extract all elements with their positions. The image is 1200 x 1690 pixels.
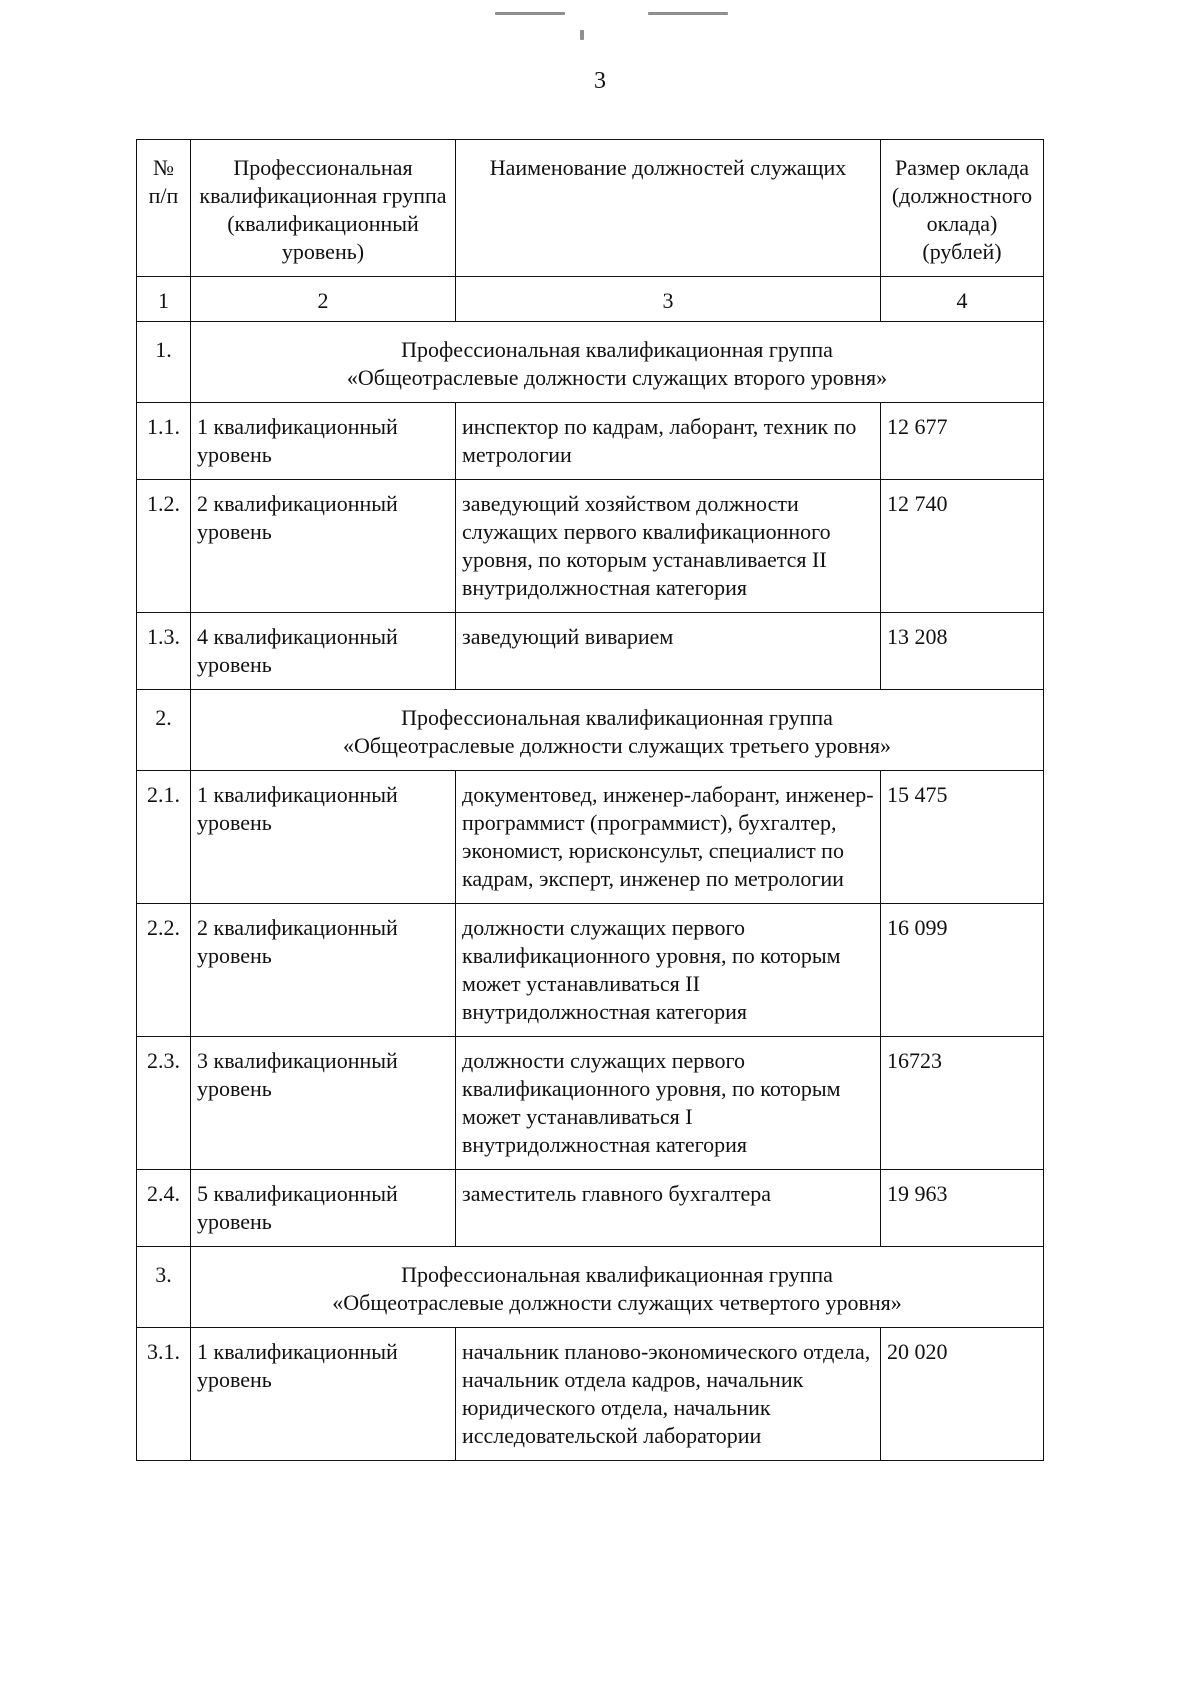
salary-value: 13 208 [881, 613, 1044, 690]
row-number: 2.3. [137, 1037, 191, 1170]
group-row [137, 690, 1044, 771]
group-number: 2. [137, 690, 191, 771]
scan-artifact [648, 12, 728, 15]
column-number: 1 [137, 277, 191, 322]
group-title [191, 1247, 1044, 1328]
header-number: № п/п [137, 140, 191, 277]
group-title [191, 690, 1044, 771]
row-number: 1.1. [137, 403, 191, 480]
page-number: 3 [594, 68, 606, 94]
table-row [137, 613, 1044, 690]
table-row [137, 480, 1044, 613]
position-names: документовед, инженер-лаборант, инженер-программист (программист), бухгалтер, экономист, юрисконсульт, специалист по кадрам, эксперт, инженер по метрологии [456, 771, 881, 904]
header-qualification-group: Профессиональная квалификационная группа (квалификационный уровень) [191, 140, 456, 277]
table-row [137, 403, 1044, 480]
salary-value: 16723 [881, 1037, 1044, 1170]
group-number: 3. [137, 1247, 191, 1328]
group-title-name: «Общеотраслевые должности служащих второго уровня» [346, 365, 888, 390]
group-number: 1. [137, 322, 191, 403]
position-names: инспектор по кадрам, лаборант, техник по метрологии [456, 403, 881, 480]
group-row [137, 1247, 1044, 1328]
position-names: начальник планово-экономического отдела, начальник отдела кадров, начальник юридического отдела, начальник исследовательской лаборатории [456, 1328, 881, 1461]
column-number: 4 [881, 277, 1044, 322]
column-number: 2 [191, 277, 456, 322]
qualification-level: 2 квалификационный уровень [191, 904, 456, 1037]
table-row [137, 1037, 1044, 1170]
header-salary: Размер оклада (должностного оклада) (рублей) [881, 140, 1044, 277]
position-names: должности служащих первого квалификационного уровня, по которым может устанавливаться I внутридолжностная категория [456, 1037, 881, 1170]
group-row [137, 322, 1044, 403]
group-title-line: Профессиональная квалификационная группа [401, 705, 833, 730]
scan-artifact [495, 12, 565, 15]
salary-value: 20 020 [881, 1328, 1044, 1461]
row-number: 3.1. [137, 1328, 191, 1461]
qualification-level: 1 квалификационный уровень [191, 771, 456, 904]
group-title-line: Профессиональная квалификационная группа [401, 1262, 833, 1287]
position-names: заведующий хозяйством должности служащих первого квалификационного уровня, по которым устанавливается II внутридолжностная категория [456, 480, 881, 613]
qualification-level: 2 квалификационный уровень [191, 480, 456, 613]
row-number: 1.2. [137, 480, 191, 613]
row-number: 2.4. [137, 1170, 191, 1247]
salary-value: 15 475 [881, 771, 1044, 904]
qualification-level: 1 квалификационный уровень [191, 1328, 456, 1461]
row-number: 2.1. [137, 771, 191, 904]
salary-value: 12 740 [881, 480, 1044, 613]
row-number: 1.3. [137, 613, 191, 690]
header-position-names: Наименование должностей служащих [456, 140, 881, 277]
qualification-level: 1 квалификационный уровень [191, 403, 456, 480]
table-row [137, 1170, 1044, 1247]
salary-table [136, 139, 1044, 1461]
group-title [191, 322, 1044, 403]
scan-artifact [580, 30, 584, 40]
group-title-name: «Общеотраслевые должности служащих третьего уровня» [342, 733, 892, 758]
table-row [137, 904, 1044, 1037]
qualification-level: 3 квалификационный уровень [191, 1037, 456, 1170]
table-header-row [137, 140, 1044, 277]
table-row [137, 1328, 1044, 1461]
position-names: заместитель главного бухгалтера [456, 1170, 881, 1247]
position-names: заведующий виварием [456, 613, 881, 690]
table-row [137, 771, 1044, 904]
position-names: должности служащих первого квалификационного уровня, по которым может устанавливаться II внутридолжностная категория [456, 904, 881, 1037]
salary-value: 12 677 [881, 403, 1044, 480]
column-number-row [137, 277, 1044, 322]
group-title-line: Профессиональная квалификационная группа [401, 337, 833, 362]
row-number: 2.2. [137, 904, 191, 1037]
salary-value: 16 099 [881, 904, 1044, 1037]
qualification-level: 5 квалификационный уровень [191, 1170, 456, 1247]
salary-value: 19 963 [881, 1170, 1044, 1247]
qualification-level: 4 квалификационный уровень [191, 613, 456, 690]
column-number: 3 [456, 277, 881, 322]
group-title-name: «Общеотраслевые должности служащих четвертого уровня» [332, 1290, 902, 1315]
